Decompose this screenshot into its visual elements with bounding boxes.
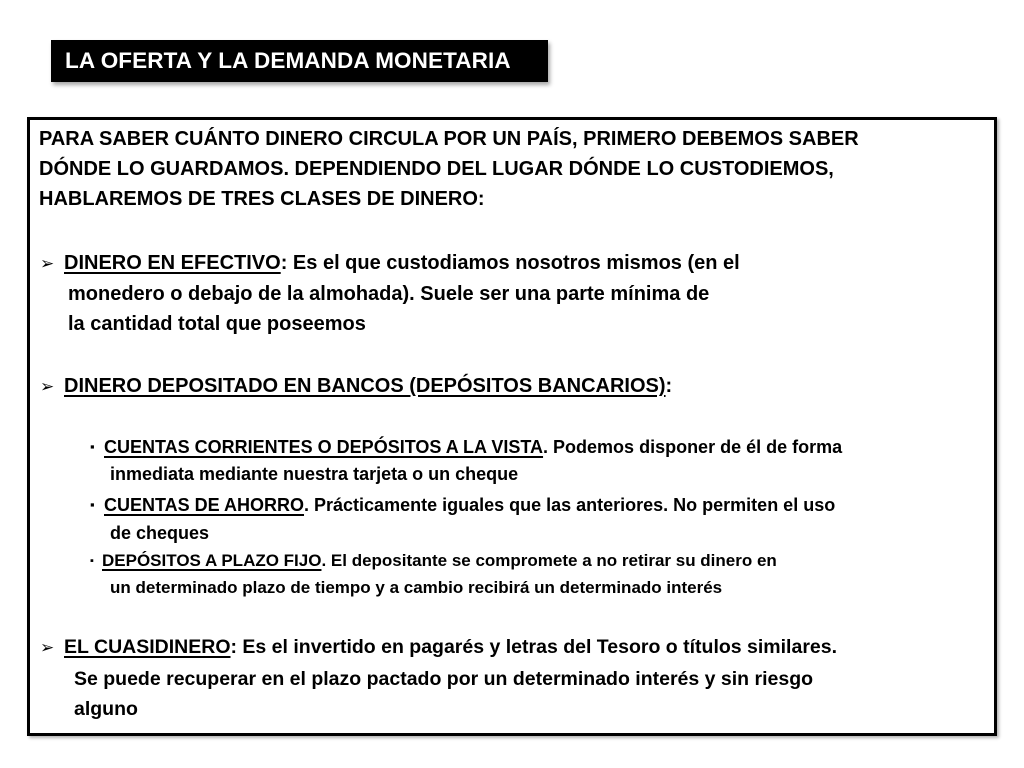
intro-line-3: HABLAREMOS DE TRES CLASES DE DINERO: [39,188,485,210]
cuentas-ahorro-item [90,496,835,514]
cuentas-corrientes-term: CUENTAS CORRIENTES O DEPÓSITOS A LA VISTA [104,437,544,457]
depositado-term: DINERO DEPOSITADO EN BANCOS (DEPÓSITOS BANCARIOS) [64,375,666,397]
cuentas-corrientes-desc: . Podemos disponer de él de forma [543,437,843,457]
efectivo-line-3: la cantidad total que poseemos [68,313,366,335]
cuasidinero-term: EL CUASIDINERO [64,636,231,658]
arrow-bullet-icon: ➢ [40,377,55,396]
cuasidinero-line-2: Se puede recuperar en el plazo pactado por un determinado interés y sin riesgo [74,668,814,690]
plazo-fijo-term: DEPÓSITOS A PLAZO FIJO [102,551,322,570]
depositado-desc: : [665,375,673,397]
efectivo-line-2: monedero o debajo de la almohada). Suele ser una parte mínima de [68,283,710,305]
cuentas-ahorro-term: CUENTAS DE AHORRO [104,495,305,515]
cuentas-corrientes-line-2: inmediata mediante nuestra tarjeta o un cheque [110,464,519,484]
square-bullet-icon: ▪ [90,497,95,512]
plazo-fijo-item [90,552,777,569]
arrow-bullet-icon: ➢ [40,254,55,273]
depositado-item [40,376,672,396]
efectivo-desc: : Es el que custodiamos nosotros mismos (en el [280,252,740,274]
cuentas-ahorro-line-2: de cheques [110,523,210,543]
cuentas-corrientes-item [90,438,842,456]
arrow-bullet-icon: ➢ [40,638,55,657]
efectivo-item [40,253,740,273]
intro-line-2: DÓNDE LO GUARDAMOS. DEPENDIENDO DEL LUGAR DÓNDE LO CUSTODIEMOS, [39,158,834,180]
cuentas-ahorro-desc: . Prácticamente iguales que las anteriores. No permiten el uso [304,495,836,515]
plazo-fijo-desc: . El depositante se compromete a no retirar su dinero en [321,551,777,570]
cuasidinero-desc: : Es el invertido en pagarés y letras del Tesoro o títulos similares. [230,636,838,658]
efectivo-term: DINERO EN EFECTIVO [64,252,281,274]
square-bullet-icon: ▪ [90,555,94,567]
slide-title: LA OFERTA Y LA DEMANDA MONETARIA [51,40,548,82]
plazo-fijo-line-2: un determinado plazo de tiempo y a cambio recibirá un determinado interés [110,578,723,597]
square-bullet-icon: ▪ [90,439,95,454]
cuasidinero-item [40,638,837,658]
cuasidinero-line-3: alguno [74,698,138,720]
intro-line-1: PARA SABER CUÁNTO DINERO CIRCULA POR UN PAÍS, PRIMERO DEBEMOS SABER [39,128,859,150]
